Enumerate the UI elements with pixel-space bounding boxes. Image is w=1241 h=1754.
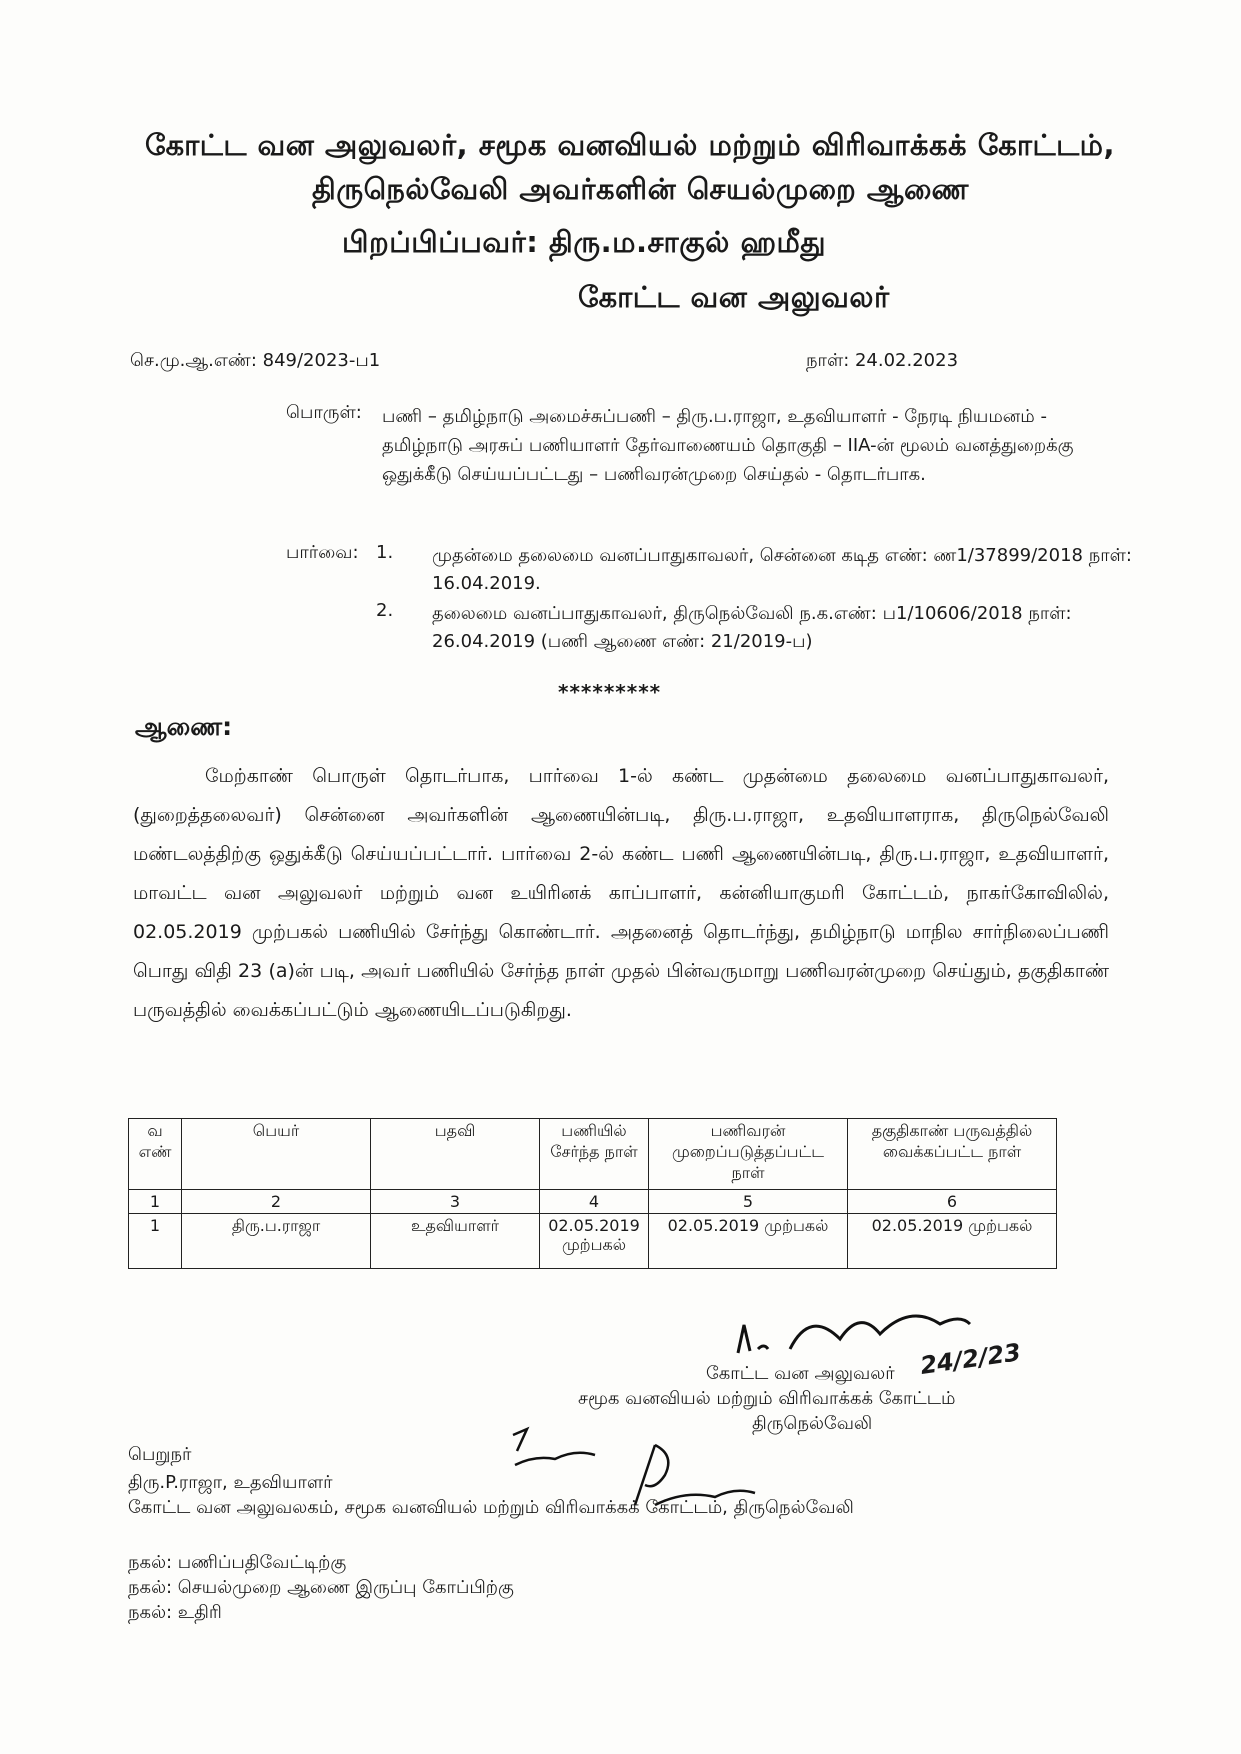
regularisation-table xyxy=(128,1118,1057,1269)
subject-text: பணி – தமிழ்நாடு அமைச்சுப்பணி – திரு.ப.ராஜா, உதவியாளர் - நேரடி நியமனம் - தமிழ்நாடு அரசுப் பணியாளர் தேர்வாணையம் தொகுதி – IIA-ன் மூலம் வனத்துறைக்கு ஒதுக்கீடு செய்யப்பட்டது – பணிவரன்முறை செய்தல் - தொடர்பாக. xyxy=(382,406,1074,485)
table-cell: 3 xyxy=(371,1190,540,1214)
table-cell: உதவியாளர் xyxy=(371,1214,540,1269)
table-cell: 4 xyxy=(540,1190,649,1214)
reference-number-2: 2. xyxy=(376,600,394,621)
order-reference-number: செ.மு.ஆ.எண்: 849/2023-ப1 xyxy=(130,350,381,371)
table-column-number-row xyxy=(129,1190,1057,1214)
table-cell: 02.05.2019 முற்பகல் xyxy=(540,1214,649,1269)
signatory-title: கோட்ட வன அலுவலர் xyxy=(706,1363,895,1384)
copy-line-2: நகல்: செயல்முறை ஆணை இருப்பு கோப்பிற்கு xyxy=(128,1577,514,1598)
table-cell: 1 xyxy=(129,1214,182,1269)
signature-date-note: 24/2/23 xyxy=(918,1338,1023,1380)
reference-number-1: 1. xyxy=(376,542,394,563)
reference-text-2: தலைமை வனப்பாதுகாவலர், திருநெல்வேலி ந.க.எண்: ப1/10606/2018 நாள்: 26.04.2019 (பணி ஆணை எண்: 21/2019-ப) xyxy=(432,603,1072,652)
table-cell: 1 xyxy=(129,1190,182,1214)
issuer-designation: கோட்ட வன அலுவலர் xyxy=(578,280,890,314)
heading-line-1: கோட்ட வன அலுவலர், சமூக வனவியல் மற்றும் விரிவாக்கக் கோட்டம், xyxy=(145,128,1116,162)
table-header-cell: பெயர் xyxy=(182,1119,371,1190)
table-header-cell: பதவி xyxy=(371,1119,540,1190)
signatory-division: சமூக வனவியல் மற்றும் விரிவாக்கக் கோட்டம் xyxy=(578,1388,956,1409)
table-row xyxy=(129,1214,1057,1269)
reference-text-1: முதன்மை தலைமை வனப்பாதுகாவலர், சென்னை கடித எண்: ண1/37899/2018 நாள்: 16.04.2019. xyxy=(432,545,1132,594)
table-header-cell: தகுதிகாண் பருவத்தில் வைக்கப்பட்ட நாள் xyxy=(848,1119,1057,1190)
issuer-line: பிறப்பிப்பவர்: திரு.ம.சாகுல் ஹமீது xyxy=(342,225,827,259)
order-body-paragraph: மேற்காண் பொருள் தொடர்பாக, பார்வை 1-ல் கண்ட முதன்மை தலைமை வனப்பாதுகாவலர், (துறைத்தலைவர்) சென்னை அவர்களின் ஆணையின்படி, திரு.ப.ராஜா, உதவியாளராக, திருநெல்வேலி மண்டலத்திற்கு ஒதுக்கீடு செய்யப்பட்டார். பார்வை 2-ல் கண்ட பணி ஆணையின்படி, திரு.ப.ராஜா, உதவியாளர், மாவட்ட வன அலுவலர் மற்றும் வன உயிரினக் காப்பாளர், கன்னியாகுமரி கோட்டம், நாகர்கோவிலில், 02.05.2019 முற்பகல் பணியில் சேர்ந்து கொண்டார். அதனைத் தொடர்ந்து, தமிழ்நாடு மாநில சார்நிலைப்பணி பொது விதி 23 (a)ன் படி, அவர் பணியில் சேர்ந்த நாள் முதல் பின்வருமாறு பணிவரன்முறை செய்தும், தகுதிகாண் பருவத்தில் வைக்கப்பட்டும் ஆணையிடப்படுகிறது. xyxy=(133,765,1109,1021)
recipient-label: பெறுநர் xyxy=(128,1444,192,1465)
table-cell: 02.05.2019 முற்பகல் xyxy=(649,1214,848,1269)
table-cell: திரு.ப.ராஜா xyxy=(182,1214,371,1269)
order-date: நாள்: 24.02.2023 xyxy=(806,350,959,371)
heading-line-2: திருநெல்வேலி அவர்களின் செயல்முறை ஆணை xyxy=(312,172,969,206)
signatory-place: திருநெல்வேலி xyxy=(752,1413,873,1434)
table-header-cell: பணியில் சேர்ந்த நாள் xyxy=(540,1119,649,1190)
references-label: பார்வை: xyxy=(286,542,359,563)
table-cell: 2 xyxy=(182,1190,371,1214)
recipient-address: கோட்ட வன அலுவலகம், சமூக வனவியல் மற்றும் விரிவாக்கக் கோட்டம், திருநெல்வேலி xyxy=(128,1497,854,1518)
copy-line-1: நகல்: பணிப்பதிவேட்டிற்கு xyxy=(128,1552,347,1573)
recipient-name: திரு.P.ராஜா, உதவியாளர் xyxy=(128,1472,333,1493)
subject-label: பொருள்: xyxy=(286,402,362,423)
table-header-row xyxy=(129,1119,1057,1190)
table-header-cell: வ எண் xyxy=(129,1119,182,1190)
copy-line-3: நகல்: உதிரி xyxy=(128,1602,222,1623)
separator-stars: ********* xyxy=(558,680,662,704)
order-heading: ஆணை: xyxy=(135,712,233,741)
table-header-cell: பணிவரன் முறைப்படுத்தப்பட்ட நாள் xyxy=(649,1119,848,1190)
table-cell: 02.05.2019 முற்பகல் xyxy=(848,1214,1057,1269)
table-cell: 5 xyxy=(649,1190,848,1214)
table-cell: 6 xyxy=(848,1190,1057,1214)
